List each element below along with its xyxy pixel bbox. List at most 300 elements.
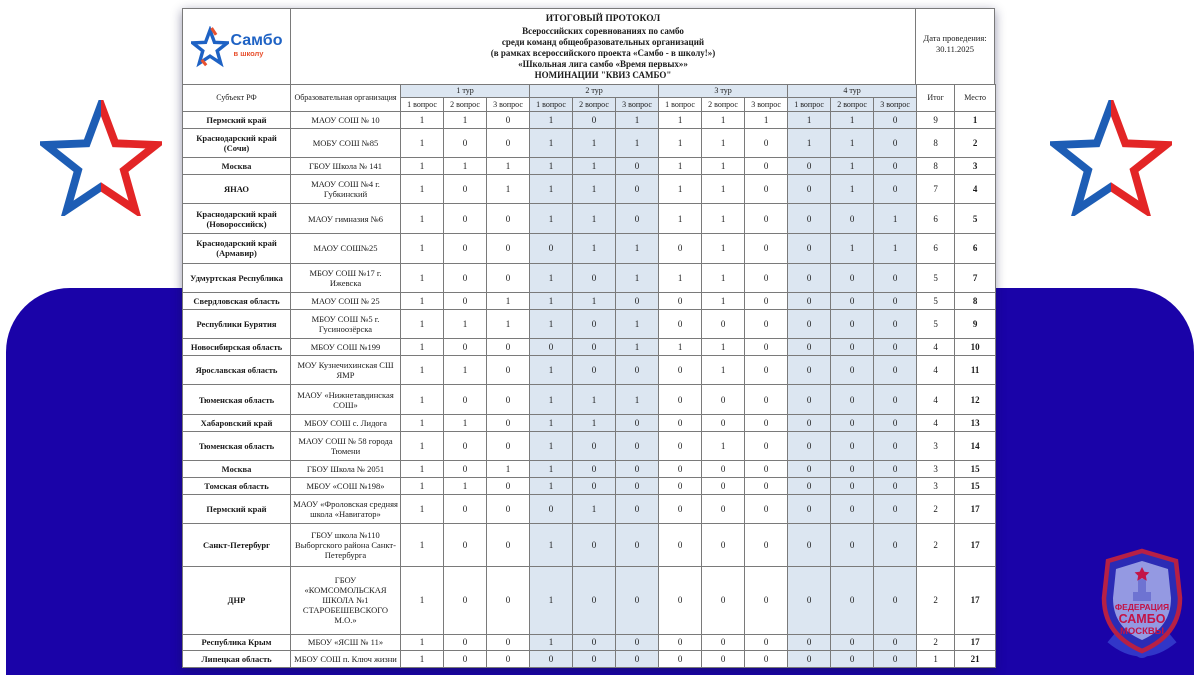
score-cell: 1	[530, 128, 573, 158]
score-cell: 1	[530, 415, 573, 432]
score-cell: 0	[788, 309, 831, 339]
score-cell: 0	[616, 174, 659, 204]
score-cell: 1	[530, 204, 573, 234]
score-cell: 1	[487, 174, 530, 204]
question-header: 1 вопрос	[788, 98, 831, 112]
score-cell: 0	[874, 461, 917, 478]
score-cell: 0	[530, 494, 573, 524]
score-cell: 0	[831, 651, 874, 668]
score-cell: 0	[444, 494, 487, 524]
total-cell: 7	[917, 174, 955, 204]
score-cell: 1	[401, 128, 444, 158]
score-cell: 1	[659, 263, 702, 293]
score-cell: 0	[745, 128, 788, 158]
place-cell: 9	[955, 309, 996, 339]
document-header-band	[182, 8, 995, 84]
score-cell: 1	[530, 309, 573, 339]
score-cell: 0	[745, 339, 788, 356]
school-cell: МБОУ СОШ с. Лидога	[291, 415, 401, 432]
question-header: 3 вопрос	[487, 98, 530, 112]
score-cell: 1	[874, 233, 917, 263]
score-cell: 0	[831, 309, 874, 339]
score-cell: 0	[831, 415, 874, 432]
score-cell: 0	[874, 309, 917, 339]
score-cell: 0	[444, 128, 487, 158]
question-header: 3 вопрос	[745, 98, 788, 112]
score-cell: 0	[616, 204, 659, 234]
score-cell: 0	[874, 293, 917, 310]
logo-tagline: в школу	[233, 48, 264, 58]
score-cell: 1	[401, 355, 444, 385]
score-cell: 0	[831, 431, 874, 461]
score-cell: 0	[659, 494, 702, 524]
table-row	[183, 174, 996, 204]
school-cell: ГБОУ «КОМСОМОЛЬСКАЯ ШКОЛА №1 СТАРОБЕШЕВСКОГО М.О.»	[291, 566, 401, 634]
region-cell: Томская область	[183, 477, 291, 494]
score-cell: 0	[702, 461, 745, 478]
score-cell: 1	[401, 566, 444, 634]
score-cell: 0	[616, 477, 659, 494]
total-cell: 2	[917, 566, 955, 634]
score-cell: 1	[573, 233, 616, 263]
table-row	[183, 524, 996, 566]
badge-text-moscow: МОСКВЫ	[1119, 626, 1165, 637]
score-cell: 0	[874, 566, 917, 634]
score-cell: 0	[745, 233, 788, 263]
score-cell: 0	[788, 477, 831, 494]
region-cell: Тюменская область	[183, 385, 291, 415]
score-cell: 0	[616, 355, 659, 385]
score-cell: 1	[573, 293, 616, 310]
score-cell: 0	[745, 494, 788, 524]
score-cell: 1	[702, 339, 745, 356]
title-line-5: «Школьная лига самбо «Время первых»»	[518, 59, 688, 70]
score-cell: 0	[745, 263, 788, 293]
score-cell: 1	[616, 309, 659, 339]
score-cell: 0	[659, 415, 702, 432]
score-cell: 0	[616, 494, 659, 524]
school-cell: МБОУ «СОШ №198»	[291, 477, 401, 494]
score-cell: 0	[831, 339, 874, 356]
score-cell: 0	[831, 634, 874, 651]
score-cell: 0	[616, 461, 659, 478]
score-cell: 0	[659, 385, 702, 415]
score-cell: 0	[788, 158, 831, 175]
score-cell: 0	[702, 415, 745, 432]
score-cell: 1	[401, 415, 444, 432]
score-cell: 1	[702, 112, 745, 129]
score-cell: 0	[616, 158, 659, 175]
score-cell: 0	[444, 566, 487, 634]
score-cell: 0	[444, 524, 487, 566]
score-cell: 1	[530, 385, 573, 415]
score-cell: 1	[530, 174, 573, 204]
score-cell: 0	[874, 158, 917, 175]
score-cell: 1	[401, 158, 444, 175]
table-row	[183, 651, 996, 668]
score-cell: 1	[401, 309, 444, 339]
score-cell: 1	[444, 158, 487, 175]
total-cell: 4	[917, 385, 955, 415]
event-date-label: Дата проведения:	[923, 33, 987, 43]
total-cell: 4	[917, 415, 955, 432]
region-cell: Пермский край	[183, 112, 291, 129]
score-cell: 0	[659, 651, 702, 668]
school-cell: ГБОУ Школа № 141	[291, 158, 401, 175]
score-cell: 0	[874, 112, 917, 129]
score-cell: 0	[659, 461, 702, 478]
score-cell: 0	[788, 524, 831, 566]
region-column-header: Субъект РФ	[183, 85, 291, 112]
score-cell: 1	[702, 174, 745, 204]
score-cell: 1	[401, 112, 444, 129]
score-cell: 0	[487, 415, 530, 432]
score-cell: 0	[616, 431, 659, 461]
place-cell: 17	[955, 634, 996, 651]
score-cell: 0	[831, 293, 874, 310]
score-cell: 0	[788, 651, 831, 668]
score-cell: 0	[487, 355, 530, 385]
score-cell: 0	[874, 339, 917, 356]
score-cell: 0	[487, 494, 530, 524]
question-header: 3 вопрос	[874, 98, 917, 112]
score-cell: 1	[659, 128, 702, 158]
score-cell: 0	[745, 651, 788, 668]
region-cell: Краснодарский край (Армавир)	[183, 233, 291, 263]
score-cell: 1	[530, 524, 573, 566]
sambo-school-star-icon	[191, 26, 229, 68]
score-cell: 0	[745, 477, 788, 494]
score-cell: 0	[831, 477, 874, 494]
results-body	[183, 112, 996, 668]
score-cell: 0	[745, 158, 788, 175]
total-cell: 2	[917, 524, 955, 566]
score-cell: 1	[616, 128, 659, 158]
tour-4-header: 4 тур	[788, 85, 917, 98]
score-cell: 0	[487, 339, 530, 356]
question-header: 2 вопрос	[831, 98, 874, 112]
score-cell: 1	[702, 355, 745, 385]
school-cell: МАОУ СОШ № 25	[291, 293, 401, 310]
region-cell: Республика Крым	[183, 634, 291, 651]
score-cell: 0	[659, 233, 702, 263]
score-cell: 0	[702, 309, 745, 339]
tour-3-header: 3 тур	[659, 85, 788, 98]
score-cell: 0	[573, 634, 616, 651]
score-cell: 0	[487, 204, 530, 234]
score-cell: 0	[573, 112, 616, 129]
total-cell: 2	[917, 494, 955, 524]
score-cell: 0	[487, 233, 530, 263]
score-cell: 1	[831, 233, 874, 263]
school-cell: МБОУ СОШ №5 г. Гусиноозёрска	[291, 309, 401, 339]
region-cell: Липецкая область	[183, 651, 291, 668]
score-cell: 0	[573, 524, 616, 566]
total-cell: 2	[917, 634, 955, 651]
score-cell: 0	[831, 263, 874, 293]
total-cell: 9	[917, 112, 955, 129]
total-cell: 4	[917, 355, 955, 385]
score-cell: 0	[745, 309, 788, 339]
score-cell: 1	[831, 112, 874, 129]
school-cell: МАОУ «Фроловская средняя школа «Навигатор»	[291, 494, 401, 524]
score-cell: 0	[874, 431, 917, 461]
score-cell: 0	[487, 477, 530, 494]
score-cell: 1	[831, 158, 874, 175]
score-cell: 1	[530, 634, 573, 651]
score-cell: 0	[745, 634, 788, 651]
score-cell: 0	[659, 524, 702, 566]
score-cell: 0	[874, 634, 917, 651]
score-cell: 0	[444, 174, 487, 204]
score-cell: 0	[831, 566, 874, 634]
score-cell: 0	[874, 524, 917, 566]
score-cell: 0	[788, 634, 831, 651]
score-cell: 0	[831, 204, 874, 234]
score-cell: 0	[874, 477, 917, 494]
score-cell: 0	[659, 477, 702, 494]
score-cell: 1	[659, 174, 702, 204]
score-cell: 0	[874, 128, 917, 158]
score-cell: 1	[401, 461, 444, 478]
question-header: 1 вопрос	[530, 98, 573, 112]
score-cell: 0	[487, 263, 530, 293]
table-row	[183, 461, 996, 478]
score-cell: 1	[401, 385, 444, 415]
table-row	[183, 566, 996, 634]
place-cell: 15	[955, 461, 996, 478]
score-cell: 0	[530, 233, 573, 263]
score-cell: 0	[702, 651, 745, 668]
place-cell: 17	[955, 566, 996, 634]
table-row	[183, 233, 996, 263]
score-cell: 0	[444, 233, 487, 263]
score-cell: 1	[702, 158, 745, 175]
score-cell: 1	[487, 293, 530, 310]
score-cell: 1	[874, 204, 917, 234]
logo-name: Самбо	[230, 31, 283, 49]
score-cell: 0	[831, 385, 874, 415]
score-cell: 1	[530, 355, 573, 385]
badge-text-sambo: САМБО	[1118, 612, 1166, 626]
score-cell: 0	[788, 566, 831, 634]
score-cell: 1	[573, 158, 616, 175]
score-cell: 0	[444, 204, 487, 234]
table-row	[183, 494, 996, 524]
place-cell: 1	[955, 112, 996, 129]
score-cell: 0	[788, 415, 831, 432]
score-cell: 1	[573, 415, 616, 432]
score-cell: 1	[659, 339, 702, 356]
score-cell: 0	[616, 566, 659, 634]
score-cell: 0	[659, 431, 702, 461]
score-cell: 0	[702, 477, 745, 494]
place-cell: 17	[955, 494, 996, 524]
score-cell: 0	[444, 461, 487, 478]
region-cell: Удмуртская Республика	[183, 263, 291, 293]
score-cell: 0	[831, 524, 874, 566]
total-cell: 5	[917, 293, 955, 310]
score-cell: 0	[788, 293, 831, 310]
place-cell: 15	[955, 477, 996, 494]
score-cell: 0	[874, 385, 917, 415]
score-cell: 0	[487, 634, 530, 651]
title-line-2: Всероссийских соревнованиях по самбо	[522, 25, 684, 36]
decorative-star-left-icon	[40, 100, 162, 216]
region-cell: Пермский край	[183, 494, 291, 524]
protocol-document	[182, 8, 995, 668]
score-cell: 0	[659, 355, 702, 385]
score-cell: 1	[745, 112, 788, 129]
score-cell: 0	[573, 461, 616, 478]
region-cell: Москва	[183, 461, 291, 478]
question-header: 1 вопрос	[659, 98, 702, 112]
title-line-3: среди команд общеобразовательных организаций	[501, 36, 705, 47]
table-row	[183, 415, 996, 432]
table-row	[183, 385, 996, 415]
question-header: 2 вопрос	[444, 98, 487, 112]
table-row	[183, 309, 996, 339]
score-cell: 0	[573, 477, 616, 494]
score-cell: 0	[530, 651, 573, 668]
score-cell: 0	[659, 293, 702, 310]
score-cell: 0	[831, 461, 874, 478]
score-cell: 1	[444, 309, 487, 339]
score-cell: 1	[702, 204, 745, 234]
school-cell: МАОУ СОШ № 10	[291, 112, 401, 129]
school-cell: ГБОУ школа №110 Выборгского района Санкт-Петербурга	[291, 524, 401, 566]
score-cell: 1	[831, 128, 874, 158]
sambo-school-logo	[183, 9, 291, 84]
title-line-4: (в рамках всероссийского проекта «Самбо - в школу!»)	[490, 48, 716, 59]
score-cell: 1	[659, 158, 702, 175]
score-cell: 1	[530, 477, 573, 494]
score-cell: 0	[788, 339, 831, 356]
score-cell: 0	[702, 524, 745, 566]
score-cell: 1	[702, 293, 745, 310]
region-cell: ЯНАО	[183, 174, 291, 204]
score-cell: 1	[401, 524, 444, 566]
table-row	[183, 112, 996, 129]
table-row	[183, 158, 996, 175]
score-cell: 1	[831, 174, 874, 204]
score-cell: 1	[444, 112, 487, 129]
score-cell: 1	[401, 233, 444, 263]
table-row	[183, 431, 996, 461]
region-cell: Санкт-Петербург	[183, 524, 291, 566]
place-cell: 12	[955, 385, 996, 415]
score-cell: 0	[616, 634, 659, 651]
score-cell: 0	[745, 461, 788, 478]
score-cell: 0	[659, 309, 702, 339]
sambo-moscow-federation-badge-icon	[1096, 546, 1188, 670]
score-cell: 0	[487, 385, 530, 415]
score-cell: 0	[616, 293, 659, 310]
region-cell: Краснодарский край (Новороссийск)	[183, 204, 291, 234]
score-cell: 0	[745, 415, 788, 432]
question-header: 2 вопрос	[573, 98, 616, 112]
score-cell: 1	[573, 204, 616, 234]
score-cell: 0	[487, 651, 530, 668]
score-cell: 0	[788, 385, 831, 415]
score-cell: 0	[702, 634, 745, 651]
score-cell: 1	[401, 634, 444, 651]
region-cell: Краснодарский край (Сочи)	[183, 128, 291, 158]
score-cell: 0	[659, 566, 702, 634]
table-row	[183, 339, 996, 356]
total-cell: 4	[917, 339, 955, 356]
score-cell: 1	[530, 293, 573, 310]
question-header: 3 вопрос	[616, 98, 659, 112]
table-row	[183, 263, 996, 293]
school-cell: МАОУ СОШ №4 г. Губкинский	[291, 174, 401, 204]
score-cell: 0	[874, 494, 917, 524]
region-cell: Тюменская область	[183, 431, 291, 461]
score-cell: 1	[530, 566, 573, 634]
score-cell: 0	[573, 431, 616, 461]
score-cell: 0	[702, 494, 745, 524]
score-cell: 0	[444, 263, 487, 293]
region-cell: Москва	[183, 158, 291, 175]
score-cell: 1	[401, 494, 444, 524]
region-cell: Ярославская область	[183, 355, 291, 385]
score-cell: 0	[745, 174, 788, 204]
total-cell: 6	[917, 233, 955, 263]
total-cell: 8	[917, 128, 955, 158]
place-cell: 17	[955, 524, 996, 566]
region-cell: Республики Бурятия	[183, 309, 291, 339]
score-cell: 0	[444, 431, 487, 461]
score-cell: 1	[573, 385, 616, 415]
table-row	[183, 477, 996, 494]
event-date-cell	[915, 9, 994, 84]
score-cell: 0	[788, 461, 831, 478]
event-date-value: 30.11.2025	[936, 44, 974, 55]
place-cell: 14	[955, 431, 996, 461]
title-line-6: НОМИНАЦИИ "КВИЗ САМБО"	[534, 70, 672, 81]
tour-2-header: 2 тур	[530, 85, 659, 98]
total-cell: 6	[917, 204, 955, 234]
score-cell: 0	[788, 355, 831, 385]
school-cell: МАОУ СОШ № 58 города Тюмени	[291, 431, 401, 461]
school-cell: МАОУ гимназия №6	[291, 204, 401, 234]
tour-1-header: 1 тур	[401, 85, 530, 98]
school-cell: МБОУ СОШ №17 г. Ижевска	[291, 263, 401, 293]
place-cell: 6	[955, 233, 996, 263]
score-cell: 0	[573, 263, 616, 293]
score-cell: 1	[530, 263, 573, 293]
place-cell: 8	[955, 293, 996, 310]
total-cell: 3	[917, 431, 955, 461]
school-cell: ГБОУ Школа № 2051	[291, 461, 401, 478]
question-header: 1 вопрос	[401, 98, 444, 112]
score-cell: 1	[401, 204, 444, 234]
total-cell: 8	[917, 158, 955, 175]
score-cell: 0	[573, 566, 616, 634]
table-row	[183, 293, 996, 310]
score-cell: 1	[573, 494, 616, 524]
school-cell: МАОУ «Нижнетавдинская СОШ»	[291, 385, 401, 415]
score-cell: 0	[659, 634, 702, 651]
score-cell: 1	[487, 158, 530, 175]
place-cell: 5	[955, 204, 996, 234]
score-cell: 1	[401, 431, 444, 461]
school-column-header: Образовательная организация	[291, 85, 401, 112]
region-cell: Новосибирская область	[183, 339, 291, 356]
score-cell: 0	[745, 431, 788, 461]
score-cell: 0	[874, 651, 917, 668]
score-cell: 0	[444, 651, 487, 668]
